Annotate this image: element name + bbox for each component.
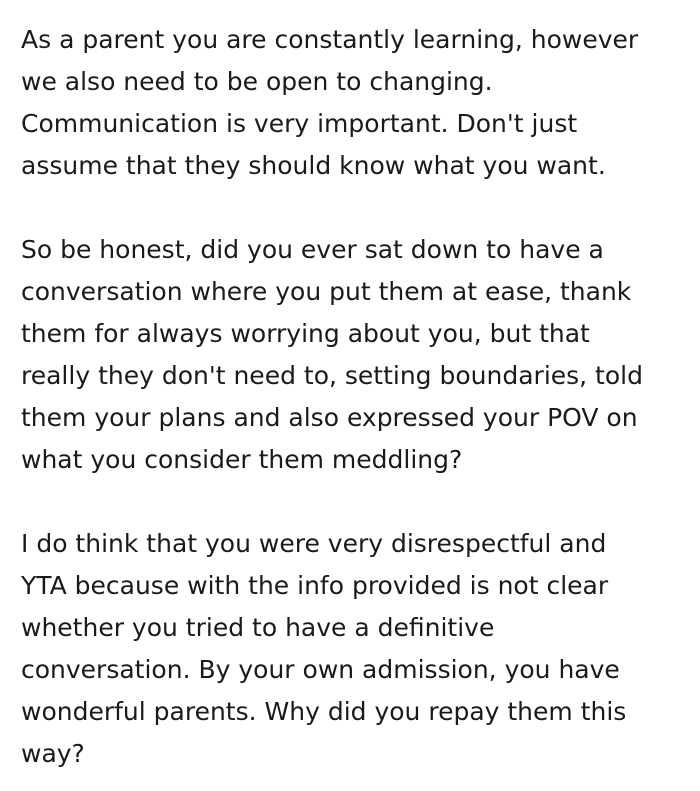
text-line: YTA because with the info provided is not clear [21, 571, 609, 600]
text-line: them for always worrying about you, but that [21, 319, 590, 348]
paragraph-3 [21, 523, 681, 775]
paragraph-1 [21, 19, 681, 187]
text-line: conversation. By your own admission, you have [21, 655, 620, 684]
text-line: we also need to be open to changing. [21, 67, 493, 96]
text-line: As a parent you are constantly learning, however [21, 25, 639, 54]
text-line: conversation where you put them at ease, thank [21, 277, 632, 306]
comment-body [21, 19, 681, 775]
text-line: I do think that you were very disrespectful and [21, 529, 607, 558]
text-line: what you consider them meddling? [21, 445, 463, 474]
paragraph-2 [21, 229, 681, 481]
text-line: way? [21, 739, 85, 768]
text-line: So be honest, did you ever sat down to have a [21, 235, 604, 264]
text-line: Communication is very important. Don't just [21, 109, 578, 138]
text-line: assume that they should know what you want. [21, 151, 606, 180]
text-line: wonderful parents. Why did you repay them this [21, 697, 627, 726]
text-line: them your plans and also expressed your POV on [21, 403, 638, 432]
text-line: whether you tried to have a definitive [21, 613, 495, 642]
text-line: really they don't need to, setting boundaries, told [21, 361, 643, 390]
